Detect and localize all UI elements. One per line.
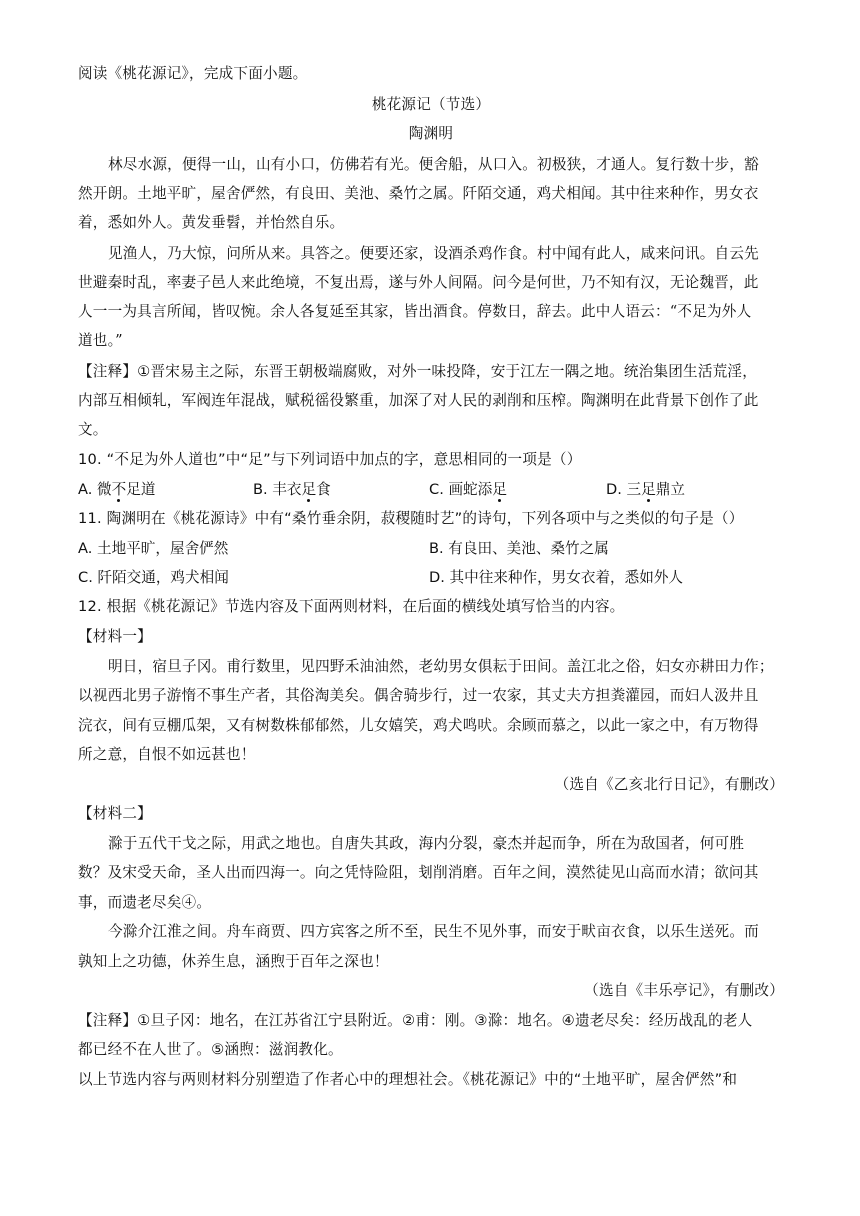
q10-option-a[interactable]: A. 微不足道 xyxy=(78,481,156,498)
passage-author: 陶渊明 xyxy=(408,125,454,142)
para1-line: 着，悉如外人。黄发垂髫，并怡然自乐。 xyxy=(78,214,345,231)
emphasis-dot-char: 足 xyxy=(492,481,507,498)
para1-line: 然开朗。土地平旷，屋舍俨然，有良田、美池、桑竹之属。阡陌交通，鸡犬相闻。其中往来种作，男女衣 xyxy=(78,185,759,202)
material-1-source: （选自《乙亥北行日记》，有删改） xyxy=(554,776,784,793)
material-2-line: 滁于五代干戈之际，用武之地也。自唐失其政，海内分裂，豪杰并起而争，所在为敌国者，何可胜 xyxy=(108,835,745,852)
note1-line: 【注释】①晋宋易主之际，东晋王朝极端腐败，对外一味投降，安于江左一隅之地。统治集团生活荒淫， xyxy=(78,363,758,380)
material-1-line: 浣衣，间有豆棚瓜架，又有树数株郁郁然，儿女嬉笑，鸡犬鸣吠。余顾而慕之，以此一家之中，有万物得 xyxy=(78,717,759,734)
note2-line: 【注释】①旦子冈：地名，在江苏省江宁县附近。②甫：刚。③滁：地名。④遗老尽矣：经历战乱的老人 xyxy=(78,1012,753,1029)
intro-text: 阅读《桃花源记》，完成下面小题。 xyxy=(78,65,308,82)
q10-option-c[interactable]: C. 画蛇添足 xyxy=(429,481,507,498)
para2-line: 道也。” xyxy=(78,332,123,349)
material-2-line: 数？及宋受天命，圣人出而四海一。向之凭恃险阻，刬削消磨。百年之间，漠然徒见山高而水清；欲问其 xyxy=(78,864,759,881)
q10-option-d[interactable]: D. 三足鼎立 xyxy=(606,481,685,498)
material-2-label: 【材料二】 xyxy=(78,805,152,822)
para2-line: 见渔人，乃大惊，问所从来。具答之。便要还家，设酒杀鸡作食。村中闻有此人，咸来问讯。自云先 xyxy=(108,245,759,262)
material-2-source: （选自《丰乐亭记》，有删改） xyxy=(584,982,784,999)
material-1-line: 以视西北男子游惰不事生产者，其俗淘美矣。偶舍骑步行，过一农家，其丈夫方担粪灌园，而妇人汲井且 xyxy=(78,687,759,704)
note2-line: 都已经不在人世了。⑤涵煦：滋润教化。 xyxy=(78,1041,343,1058)
material-2-line: 今滁介江淮之间。舟车商贾、四方宾客之所不至，民生不见外事，而安于畎亩衣食，以乐生送死。而 xyxy=(108,923,759,940)
question-11-stem: 11. 陶渊明在《桃花源诗》中有“桑竹垂余阴，菽稷随时艺”的诗句，下列各项中与之类似的句子是（） xyxy=(78,510,744,527)
q11-option-d[interactable]: D. 其中往来种作，男女衣着，悉如外人 xyxy=(429,569,684,586)
note1-line: 内部互相倾轧，军阀连年混战，赋税徭役繁重，加深了对人民的剥削和压榨。陶渊明在此背景下创作了此 xyxy=(78,392,759,409)
final-prompt-line: 以上节选内容与两则材料分别塑造了作者心中的理想社会。《桃花源记》中的“土地平旷，屋舍俨然”和 xyxy=(78,1071,738,1088)
para2-line: 世避秦时乱，率妻子邑人来此绝境，不复出焉，遂与外人间隔。问今是何世，乃不知有汉，无论魏晋，此 xyxy=(78,274,759,291)
emphasis-dot-char: 足 xyxy=(301,481,317,498)
note1-line: 文。 xyxy=(78,421,108,438)
material-2-line: 事，而遗老尽矣④。 xyxy=(78,894,212,911)
para1-line: 林尽水源，便得一山，山有小口，仿佛若有光。便舍船，从口入。初极狭，才通人。复行数十步，豁 xyxy=(108,156,759,173)
passage-title: 桃花源记（节选） xyxy=(371,96,491,113)
emphasis-dot-char: 不 xyxy=(111,481,127,498)
q11-option-a[interactable]: A. 土地平旷，屋舍俨然 xyxy=(78,540,229,557)
question-10-stem: 10. “不足为外人道也”中“足”与下列词语中加点的字，意思相同的一项是（） xyxy=(78,451,582,468)
material-1-label: 【材料一】 xyxy=(78,628,152,645)
para2-line: 人一一为具言所闻，皆叹惋。余人各复延至其家，皆出酒食。停数日，辞去。此中人语云：“不足为外人 xyxy=(78,303,752,320)
question-12-stem: 12. 根据《桃花源记》节选内容及下面两则材料，在后面的横线处填写恰当的内容。 xyxy=(78,598,625,615)
material-1-line: 所之意，自恨不如远甚也！ xyxy=(78,746,256,763)
q10-option-b[interactable]: B. 丰衣足食 xyxy=(253,481,331,498)
material-2-line: 孰知上之功德，休养生息，涵煦于百年之深也！ xyxy=(78,953,389,970)
emphasis-dot-char: 足 xyxy=(641,481,656,498)
material-1-line: 明日，宿旦子冈。甫行数里，见四野禾油油然，老幼男女俱耘于田间。盖江北之俗，妇女亦耕田力作； xyxy=(108,658,774,675)
q11-option-b[interactable]: B. 有良田、美池、桑竹之属 xyxy=(429,540,609,557)
q11-option-c[interactable]: C. 阡陌交通，鸡犬相闻 xyxy=(78,569,229,586)
